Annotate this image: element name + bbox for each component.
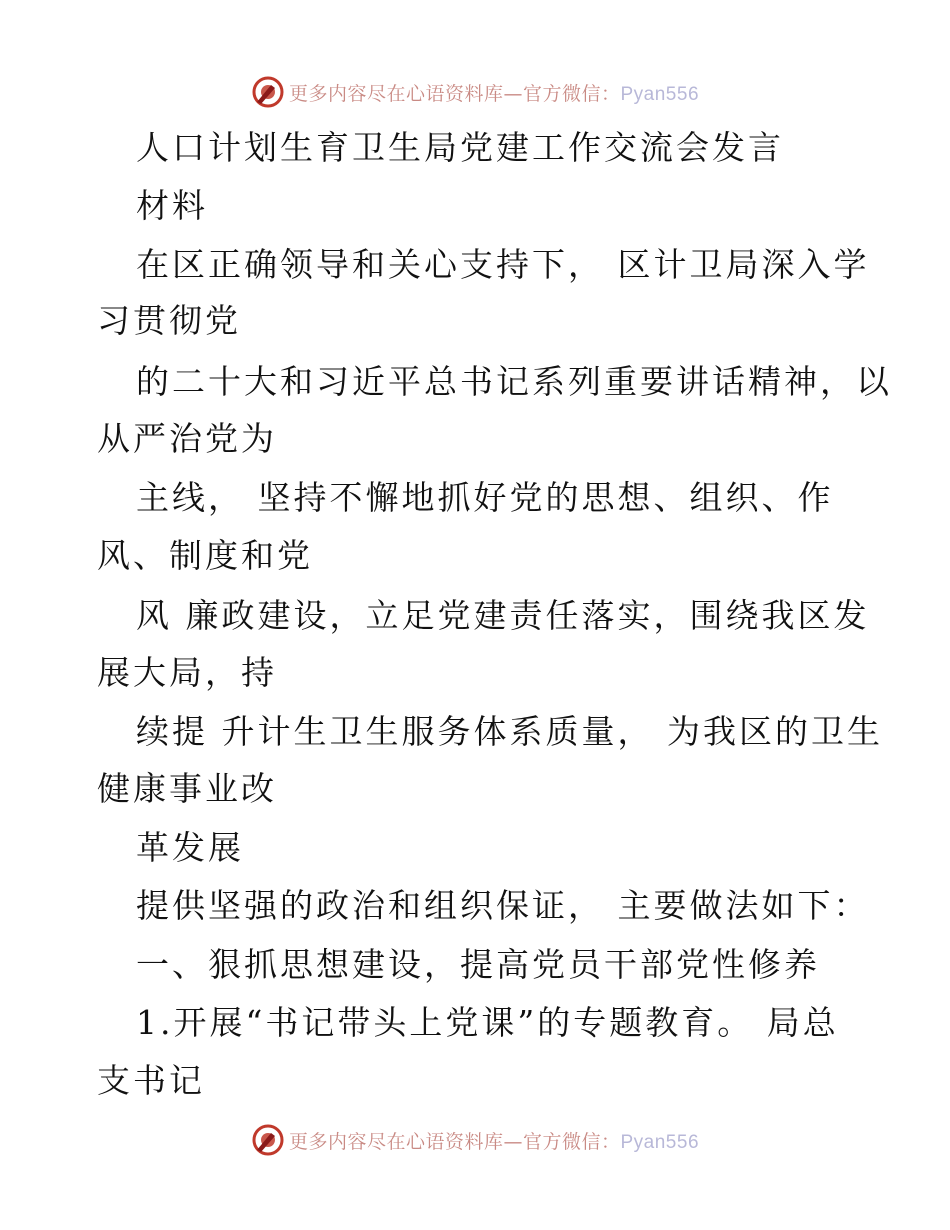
watermark-text — [289, 1127, 699, 1154]
paragraph-line: 的二十大和习近平总书记系列重要讲话精神，以 — [136, 362, 892, 401]
list-item-line: 1.开展“书记带头上党课”的专题教育。 局总 — [136, 1003, 839, 1042]
paragraph-line: 从严治党为 — [97, 419, 277, 458]
paragraph-line: 习贯彻党 — [97, 301, 241, 340]
watermark-dash: — — [503, 82, 523, 105]
watermark-footer — [0, 1120, 950, 1160]
watermark-wechat-id: Pyan556 — [620, 83, 700, 105]
paragraph-line: 续提 升计生卫生服务体系质量， 为我区的卫生 — [136, 712, 883, 751]
paragraph-line: 风 廉政建设，立足党建责任落实，围绕我区发 — [136, 596, 870, 635]
paragraph-line: 主线， 坚持不懈地抓好党的思想、组织、作 — [136, 478, 834, 517]
document-title-line-1: 人口计划生育卫生局党建工作交流会发言 — [136, 128, 784, 167]
watermark-wechat-id: Pyan556 — [620, 1131, 700, 1153]
section-heading: 一、狠抓思想建设，提高党员干部党性修养 — [136, 945, 820, 984]
watermark-main: 更多内容尽在心语资料库 — [288, 82, 504, 105]
watermark-dash: — — [503, 1130, 523, 1153]
watermark-main: 更多内容尽在心语资料库 — [288, 1130, 504, 1153]
document-title-line-2: 材料 — [136, 186, 208, 225]
paragraph-line: 风、制度和党 — [97, 536, 313, 575]
paragraph-line: 展大局，持 — [97, 653, 277, 692]
watermark-logo-icon — [251, 75, 285, 109]
watermark-header — [0, 72, 950, 112]
watermark-text — [289, 79, 699, 106]
watermark-wechat-label: 官方微信： — [522, 82, 621, 105]
watermark-wechat-label: 官方微信： — [522, 1130, 621, 1153]
paragraph-line: 提供坚强的政治和组织保证， 主要做法如下： — [136, 886, 870, 925]
list-item-line: 支书记 — [97, 1061, 205, 1100]
paragraph-line: 健康事业改 — [97, 769, 277, 808]
paragraph-line: 革发展 — [136, 828, 244, 867]
paragraph-line: 在区正确领导和关心支持下， 区计卫局深入学 — [136, 245, 870, 284]
watermark-logo-icon — [251, 1123, 285, 1157]
